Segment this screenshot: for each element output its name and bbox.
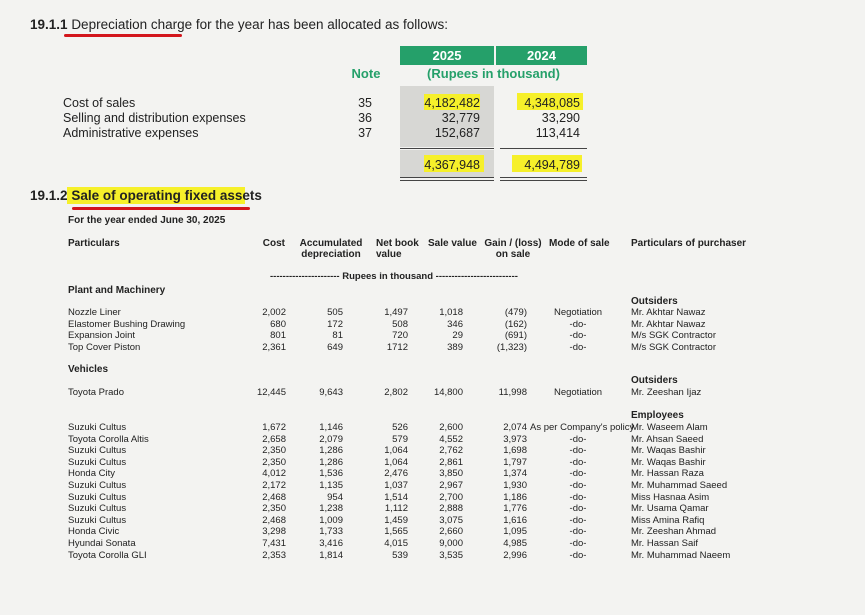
asset-cost: 2,353	[262, 549, 286, 561]
asset-name: Suzuki Cultus	[68, 514, 127, 526]
group-title-plant: Plant and Machinery	[68, 285, 166, 296]
heading-highlight-text: Depreciation charge	[71, 17, 193, 32]
asset-gain-loss: 1,616	[503, 514, 527, 526]
asset-sale-value: 3,075	[439, 514, 463, 526]
asset-gain-loss: 1,095	[503, 526, 527, 538]
asset-sale-value: 2,660	[439, 526, 463, 538]
asset-gain-loss: (479)	[504, 307, 527, 318]
asset-acc-dep: 649	[327, 341, 343, 353]
asset-gain-loss: 2,074	[503, 422, 527, 433]
asset-mode-of-sale: -do-	[569, 491, 587, 503]
note-header: Note	[351, 66, 381, 81]
row-value-2025: 152,687	[434, 126, 480, 140]
row-label: Selling and distribution expenses	[63, 111, 246, 125]
asset-acc-dep: 1,135	[319, 480, 343, 491]
section-title: Sale of operating fixed assets	[71, 188, 262, 203]
asset-nbv: 508	[392, 318, 408, 330]
col-acc-dep-line2: depreciation	[301, 249, 361, 260]
asset-mode-of-sale: -do-	[569, 456, 587, 468]
asset-gain-loss: (1,323)	[496, 341, 527, 353]
asset-name: Suzuki Cultus	[68, 422, 127, 433]
asset-nbv: 579	[392, 433, 408, 445]
asset-acc-dep: 505	[327, 307, 343, 318]
asset-cost: 2,658	[262, 433, 286, 445]
asset-purchaser: Mr. Usama Qamar	[631, 503, 709, 515]
asset-purchaser: Mr. Zeeshan Ijaz	[631, 387, 702, 398]
asset-purchaser: Mr. Muhammad Saeed	[631, 480, 728, 491]
asset-cost: 2,361	[262, 341, 286, 353]
row-value-2024: 33,290	[541, 111, 580, 125]
asset-acc-dep: 9,643	[319, 387, 343, 398]
group-title-vehicles: Vehicles	[68, 364, 109, 375]
asset-cost: 2,468	[262, 514, 286, 526]
total-rule	[400, 148, 494, 149]
asset-purchaser: Mr. Akhtar Nawaz	[631, 307, 706, 318]
row-label: Cost of sales	[63, 96, 136, 110]
col-nbv-line2: value	[376, 249, 402, 260]
asset-purchaser: Mr. Akhtar Nawaz	[631, 318, 706, 330]
asset-mode-of-sale: As per Company's policy	[530, 422, 635, 433]
asset-mode-of-sale: -do-	[569, 318, 587, 330]
col-nbv	[376, 238, 419, 260]
asset-nbv: 526	[392, 422, 408, 433]
asset-cost: 2,350	[262, 456, 286, 468]
heading-rest-text: for the year has been allocated as follows:	[195, 17, 449, 32]
asset-mode-of-sale: -do-	[569, 480, 587, 491]
asset-nbv: 1,459	[384, 514, 408, 526]
asset-sale-value: 4,552	[439, 433, 463, 445]
asset-acc-dep: 1,238	[319, 503, 343, 515]
asset-gain-loss: (691)	[504, 330, 527, 342]
purchaser-group-employees: Employees	[631, 410, 684, 421]
asset-acc-dep: 1,286	[319, 445, 343, 457]
asset-sale-value: 2,600	[439, 422, 463, 433]
asset-name: Suzuki Cultus	[68, 491, 127, 503]
asset-purchaser: M/s SGK Contractor	[631, 341, 716, 353]
section-number: 19.1.2	[30, 188, 68, 203]
asset-mode-of-sale: -do-	[569, 538, 587, 549]
asset-name: Hyundai Sonata	[68, 538, 136, 549]
asset-mode-of-sale: -do-	[569, 341, 587, 353]
asset-nbv: 1,514	[384, 491, 408, 503]
row-value-2024: 4,348,085	[524, 96, 580, 110]
year-2024-header: 2024	[496, 46, 587, 65]
asset-sale-value: 1,018	[439, 307, 463, 318]
asset-name: Honda City	[68, 468, 115, 480]
col-acc-dep-line1: Accumulated	[299, 238, 363, 249]
asset-purchaser: Mr. Muhammad Naeem	[631, 549, 731, 561]
asset-mode-of-sale: Negotiation	[553, 307, 603, 318]
asset-cost: 2,002	[262, 307, 286, 318]
col-acc-dep	[296, 238, 366, 260]
units-header: (Rupees in thousand)	[427, 66, 560, 81]
row-note: 35	[358, 96, 372, 110]
asset-mode-of-sale: -do-	[569, 549, 587, 561]
asset-name: Honda Civic	[68, 526, 120, 538]
double-rule	[400, 180, 494, 181]
asset-mode-of-sale: -do-	[569, 503, 587, 515]
asset-name: Nozzle Liner	[68, 307, 121, 318]
asset-nbv: 1,064	[384, 445, 408, 457]
asset-name: Suzuki Cultus	[68, 445, 127, 457]
asset-sale-value: 2,888	[439, 503, 463, 515]
asset-sale-value: 346	[447, 318, 463, 330]
row-value-2024: 113,414	[535, 126, 580, 140]
asset-gain-loss: 1,374	[503, 468, 527, 480]
asset-gain-loss: 1,776	[503, 503, 527, 515]
asset-gain-loss: 3,973	[503, 433, 527, 445]
asset-purchaser: Mr. Waseem Alam	[631, 422, 708, 433]
asset-mode-of-sale: -do-	[569, 433, 587, 445]
units-line: ---------------------- Rupees in thousand --------------------------	[270, 271, 518, 282]
asset-name: Suzuki Cultus	[68, 503, 127, 515]
asset-name: Top Cover Piston	[68, 341, 141, 353]
asset-acc-dep: 1,536	[319, 468, 343, 480]
asset-gain-loss: 1,930	[503, 480, 527, 491]
asset-name: Suzuki Cultus	[68, 480, 127, 491]
asset-purchaser: Miss Hasnaa Asim	[631, 491, 710, 503]
col-sale-value: Sale value	[428, 238, 477, 249]
col-gain-line2: on sale	[495, 249, 531, 260]
red-underline-mark	[72, 207, 250, 210]
asset-sale-value: 29	[452, 330, 463, 342]
asset-acc-dep: 3,416	[319, 538, 343, 549]
row-label: Administrative expenses	[63, 126, 199, 140]
asset-sale-value: 3,850	[439, 468, 463, 480]
asset-sale-value: 2,700	[439, 491, 463, 503]
row-note: 36	[358, 111, 372, 125]
row-value-2025: 32,779	[441, 111, 480, 125]
asset-sale-value: 14,800	[433, 387, 463, 398]
asset-acc-dep: 1,814	[319, 549, 343, 561]
asset-name: Elastomer Bushing Drawing	[68, 318, 186, 330]
asset-cost: 4,012	[262, 468, 286, 480]
asset-cost: 2,172	[262, 480, 286, 491]
asset-acc-dep: 172	[327, 318, 343, 330]
asset-sale-value: 9,000	[439, 538, 463, 549]
col-gain	[483, 238, 543, 260]
asset-acc-dep: 1,286	[319, 456, 343, 468]
section-heading-sale-assets	[30, 188, 262, 203]
asset-nbv: 2,802	[384, 387, 408, 398]
section-number: 19.1.1	[30, 17, 68, 32]
double-rule	[500, 180, 587, 181]
purchaser-group-outsiders: Outsiders	[631, 375, 678, 386]
asset-nbv: 539	[392, 549, 408, 561]
asset-name: Expansion Joint	[68, 330, 136, 342]
asset-sale-value: 2,967	[439, 480, 463, 491]
asset-name: Suzuki Cultus	[68, 456, 127, 468]
col-nbv-line1: Net book	[376, 238, 419, 249]
asset-acc-dep: 1,733	[319, 526, 343, 538]
asset-gain-loss: 4,985	[503, 538, 527, 549]
col-purchaser: Particulars of purchaser	[631, 238, 747, 249]
asset-nbv: 1,565	[384, 526, 408, 538]
double-rule	[500, 177, 587, 178]
asset-name: Toyota Corolla GLI	[68, 549, 147, 561]
col-mode: Mode of sale	[549, 238, 610, 249]
asset-nbv: 1,064	[384, 456, 408, 468]
asset-cost: 3,298	[262, 526, 286, 538]
asset-nbv: 1,497	[384, 307, 408, 318]
asset-acc-dep: 2,079	[319, 433, 343, 445]
asset-cost: 680	[270, 318, 286, 330]
asset-gain-loss: (162)	[504, 318, 527, 330]
asset-sale-value: 2,762	[439, 445, 463, 457]
asset-purchaser: Mr. Ahsan Saeed	[631, 433, 704, 445]
asset-name: Toyota Prado	[68, 387, 124, 398]
asset-purchaser: Mr. Waqas Bashir	[631, 456, 706, 468]
total-2025: 4,367,948	[424, 158, 480, 172]
col-particulars: Particulars	[68, 238, 120, 249]
asset-sale-value: 3,535	[439, 549, 463, 561]
period-subheading: For the year ended June 30, 2025	[68, 215, 226, 226]
asset-nbv: 1,112	[384, 503, 408, 515]
purchaser-group-outsiders: Outsiders	[631, 296, 678, 307]
asset-cost: 801	[270, 330, 286, 342]
row-value-2025: 4,182,482	[424, 96, 480, 110]
asset-acc-dep: 954	[327, 491, 343, 503]
asset-mode-of-sale: -do-	[569, 330, 587, 342]
asset-mode-of-sale: Negotiation	[553, 387, 603, 398]
asset-mode-of-sale: -do-	[569, 526, 587, 538]
asset-purchaser: Mr. Waqas Bashir	[631, 445, 706, 457]
asset-cost: 12,445	[256, 387, 286, 398]
total-rule	[500, 148, 587, 149]
year-2025-header: 2025	[400, 46, 494, 65]
asset-mode-of-sale: -do-	[569, 445, 587, 457]
asset-gain-loss: 2,996	[503, 549, 527, 561]
asset-purchaser: Mr. Zeeshan Ahmad	[631, 526, 717, 538]
asset-gain-loss: 1,797	[503, 456, 527, 468]
section-heading-depreciation	[30, 17, 448, 32]
asset-mode-of-sale: -do-	[569, 468, 587, 480]
asset-gain-loss: 1,698	[503, 445, 527, 457]
asset-purchaser: Miss Amina Rafiq	[631, 514, 705, 526]
asset-purchaser: M/s SGK Contractor	[631, 330, 716, 342]
asset-sale-value: 2,861	[439, 456, 463, 468]
asset-cost: 1,672	[262, 422, 286, 433]
asset-gain-loss: 11,998	[498, 387, 527, 398]
asset-cost: 2,350	[262, 503, 286, 515]
asset-mode-of-sale: -do-	[569, 514, 587, 526]
asset-acc-dep: 1,146	[319, 422, 343, 433]
col-cost: Cost	[262, 238, 285, 249]
double-rule	[400, 177, 494, 178]
red-underline-mark	[64, 34, 182, 37]
asset-acc-dep: 1,009	[319, 514, 343, 526]
asset-gain-loss: 1,186	[503, 491, 527, 503]
asset-nbv: 1712	[386, 341, 408, 353]
asset-purchaser: Mr. Hassan Saif	[631, 538, 699, 549]
asset-nbv: 2,476	[384, 468, 408, 480]
col-gain-line1: Gain / (loss)	[484, 238, 542, 249]
total-2024: 4,494,789	[524, 158, 580, 172]
asset-sale-value: 389	[447, 341, 463, 353]
asset-cost: 7,431	[262, 538, 286, 549]
asset-cost: 2,468	[262, 491, 286, 503]
row-note: 37	[358, 126, 372, 140]
asset-nbv: 4,015	[384, 538, 408, 549]
asset-acc-dep: 81	[332, 330, 343, 342]
asset-nbv: 720	[392, 330, 408, 342]
asset-purchaser: Mr. Hassan Raza	[631, 468, 704, 480]
asset-cost: 2,350	[262, 445, 286, 457]
asset-nbv: 1,037	[384, 480, 408, 491]
asset-name: Toyota Corolla Altis	[68, 433, 149, 445]
